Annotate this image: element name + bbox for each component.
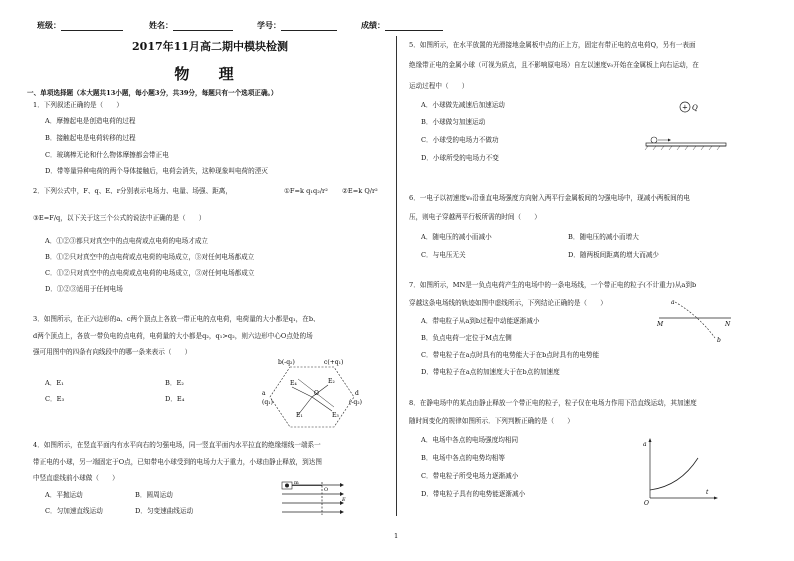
hex-d-charge: (-q₂) [349,399,362,406]
q8-line-2: 随时间变化的规律如图所示．下列判断正确的是（ ） [409,417,574,425]
q4-o-label: O [324,487,329,493]
q2-option-b[interactable]: B．①②只对真空中的点电荷或点电荷的电场成立，③对任何电场都成立 [45,253,255,261]
hex-b-label: b(-q₂) [278,359,295,366]
q7-b-label: b [717,337,721,344]
q7-line-1: 7．如图所示，MN是一负点电荷产生的电场中的一条电场线，一个带正电的粒子(不计重力)从a到b [409,281,697,289]
q2-stem-1: 2．下列公式中，F、q、E、r分别表示电场力、电量、场强、距离， [33,187,232,195]
q6-option-b[interactable]: B．随电压的减小而增大 [568,233,639,241]
svg-text:+: + [682,103,688,112]
q8-a-axis-label: a [643,441,647,448]
page-number: 1 [394,532,399,540]
q3-line-3: 强可用图中的四条有向线段中的哪一条来表示（ ） [33,348,192,356]
q2-option-d[interactable]: D．①②③适用于任何电场 [45,285,123,293]
q7-line-2: 穿越这条电场线的轨迹如图中虚线所示，下列结论正确的是（ ） [409,299,607,307]
q8-option-b[interactable]: B．电场中各点的电势均相等 [421,454,505,462]
q2-formula-1: ①F=k q₁q₂/r² [284,187,328,195]
q6-option-c[interactable]: C．与电压无关 [421,251,466,259]
field-line-figure [655,298,735,344]
section-heading: 一、单项选择题（本大题共13小题，每小题3分，共39分，每题只有一个选项正确。） [27,89,278,97]
q3-option-d[interactable]: D．E₄ [165,395,185,403]
name-blank[interactable] [173,21,233,31]
q4-option-d[interactable]: D．匀变速曲线运动 [135,507,194,515]
q4-option-b[interactable]: B．圆周运动 [135,491,173,499]
q8-line-1: 8．在静电场中的某点由静止释放一个带正电的粒子，粒子仅在电场力作用下沿直线运动，其加速度 [409,399,697,407]
q3-option-a[interactable]: A．E₁ [45,379,64,387]
hex-o-label: O [314,390,319,397]
subject-title: 物 理 [174,65,246,83]
q8-option-a[interactable]: A．电场中各点的电场强度均相同 [421,436,519,444]
hex-e3-label: E₃ [332,412,339,419]
q6-line-2: 压，则电子穿越两平行板所需的时间（ ） [409,213,541,221]
hex-e1-label: E₁ [296,412,303,419]
hex-c-label: c(+q₁) [324,359,344,366]
q4-line-2: 带正电的小球，另一端固定于O点，已知带电小球受到的电场力大于重力，小球由静止释放，到达图 [33,458,322,466]
score-blank[interactable] [385,21,443,31]
q5-line-3: 运动过程中（ ） [409,82,469,90]
q6-option-d[interactable]: D．随两板间距离的增大而减少 [568,251,660,259]
class-blank[interactable] [61,21,123,31]
hex-d-label: d [355,390,359,397]
q5-option-a[interactable]: A．小球做先减速后加速运动 [421,101,505,109]
class-label: 班级： [37,20,61,30]
q8-option-d[interactable]: D．带电粒子具有的电势能逐渐减小 [421,490,526,498]
id-blank[interactable] [281,21,337,31]
column-divider [396,36,397,516]
name-label: 姓名： [149,20,173,30]
q2-stem-2: ③E=F/q，以下关于这三个公式的说法中正确的是（ ） [33,214,206,222]
q5-option-c[interactable]: C．小球受的电场力不做功 [421,136,499,144]
q6-line-1: 6．一电子以初速度v₀沿垂直电场强度方向射入两平行金属板间的匀强电场中，现减小两板间的电 [409,194,690,202]
q4-option-c[interactable]: C．匀加速直线运动 [45,507,103,515]
q7-option-c[interactable]: C．带电粒子在a点时具有的电势能大于在b点时具有的电势能 [421,351,600,359]
q1-option-a[interactable]: A．摩擦起电是创造电荷的过程 [45,117,136,125]
q7-m-label: M [657,321,664,328]
hex-a-label: a [262,390,266,397]
q3-line-1: 3．如图所示，在正六边形的a、c两个顶点上各放一带正电的点电荷，电荷量的大小都是q₁，在b、 [33,315,320,323]
q1-option-c[interactable]: C．玻璃棒无论和什么物体摩擦都会带正电 [45,151,169,159]
q2-option-a[interactable]: A．①②③都只对真空中的点电荷或点电荷的电场才成立 [45,237,209,245]
q8-option-c[interactable]: C．带电粒子所受电场力逐渐减小 [421,472,519,480]
q7-option-d[interactable]: D．带电粒子在a点的加速度大于在b点的加速度 [421,368,560,376]
q4-e-label: E [342,497,346,503]
q8-origin-label: O [644,500,649,506]
q5-q-label: Q [692,104,698,112]
q4-option-a[interactable]: A．平抛运动 [45,491,83,499]
q3-line-2: d两个顶点上，各放一带负电的点电荷，电荷量的大小都是q₂，q₁>q₂，则六边形中心O点处的场 [33,332,313,340]
q8-t-axis-label: t [706,489,709,496]
score-label: 成绩： [361,20,385,30]
q6-option-a[interactable]: A．随电压的减小而减小 [421,233,492,241]
hexagon-figure [262,355,362,437]
hex-e2-label: E₂ [328,378,335,385]
q1-option-b[interactable]: B．接触起电是电荷转移的过程 [45,134,136,142]
id-label: 学号： [257,20,281,30]
q3-option-c[interactable]: C．E₃ [45,395,65,403]
q5-option-d[interactable]: D．小球所受的电场力不变 [421,154,499,162]
q3-option-b[interactable]: B．E₂ [165,379,184,387]
q5-line-1: 5．如图所示，在水平放置的光滑接地金属板中点的正上方，固定有带正电的点电荷Q，另有一表面 [409,41,696,49]
q4-m-label: m [294,480,299,486]
acceleration-time-graph [640,436,720,506]
hex-a-charge: (q₁) [262,399,273,406]
q7-n-label: N [725,321,731,328]
q5-option-b[interactable]: B．小球做匀加速运动 [421,118,486,126]
electric-field-figure [278,480,348,516]
q1-stem: 1．下列叙述正确的是（ ） [33,101,123,109]
q5-line-2: 绝缘带正电的金属小球（可视为质点，且不影响原电场）自左以速度v₀开始在金属板上向右运动，在 [409,61,699,69]
q7-option-b[interactable]: B．负点电荷一定位于M点左侧 [421,334,512,342]
q1-option-d[interactable]: D．带等量异种电荷的两个导体接触后，电荷会消失，这种现象叫电荷的湮灭 [45,167,268,175]
header-fields [37,20,443,31]
q4-line-3: 中竖直虚线前小球做（ ） [33,474,119,482]
q2-formula-2: ②E=k Q/r² [342,187,378,195]
exam-title: 2017年11月高二期中模块检测 [132,40,288,53]
q4-line-1: 4．如图所示，在竖直平面内有水平向右的匀强电场，同一竖直平面内水平拉直的绝缘细线一端系一 [33,441,321,449]
q7-a-label: a [671,299,675,306]
q2-option-c[interactable]: C．①②只对真空中的点电荷或点电荷的电场成立，③对任何电场都成立 [45,269,255,277]
q7-option-a[interactable]: A．带电粒子从a到b过程中动能逐渐减小 [421,317,540,325]
hex-e4-label: E₄ [290,380,297,387]
metal-plate-figure [640,96,740,158]
